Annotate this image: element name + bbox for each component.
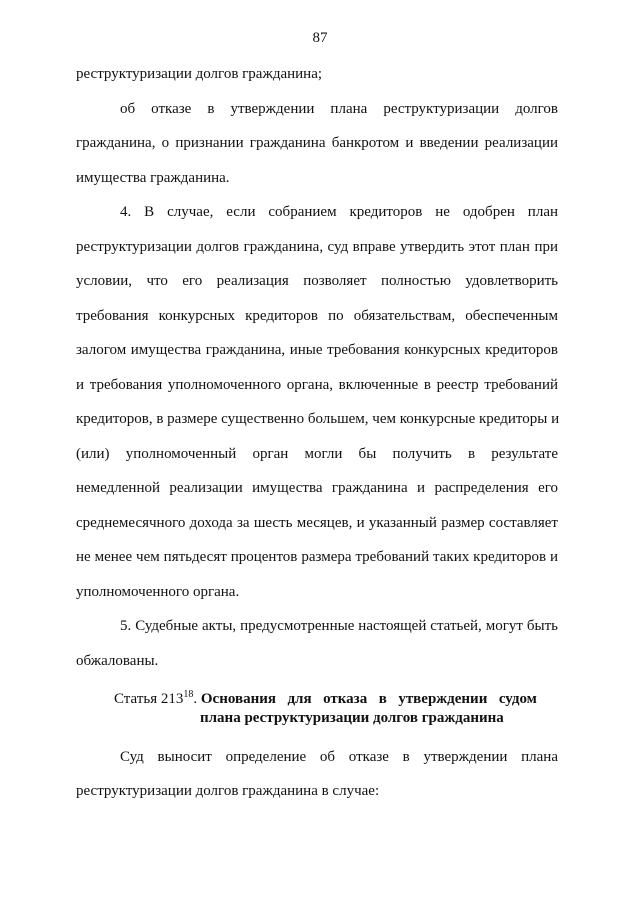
text-line: (или) уполномоченный орган могли бы получить в результате bbox=[76, 445, 558, 462]
paragraph-1 bbox=[76, 101, 558, 187]
text-line: 5. Судебные акты, предусмотренные настоящей статьей, могут быть bbox=[120, 618, 558, 634]
page-number: 87 bbox=[312, 30, 328, 46]
article-heading bbox=[76, 691, 558, 727]
text-line: залогом имущества гражданина, иные требования конкурсных кредиторов bbox=[76, 342, 558, 358]
paragraph-3 bbox=[76, 618, 558, 670]
text-line: не менее чем пятьдесят процентов размера требований таких кредиторов и bbox=[76, 549, 558, 565]
document-body bbox=[76, 66, 558, 800]
paragraph-2 bbox=[76, 204, 558, 601]
text-line: обжалованы. bbox=[76, 652, 159, 669]
final-paragraph bbox=[76, 749, 558, 801]
text-line: кредиторов, в размере существенно большем, чем конкурсные кредиторы и bbox=[76, 411, 560, 427]
article-title-line-1: Основания для отказа в утверждении судом bbox=[200, 691, 537, 707]
text-line: требования конкурсных кредиторов по обязательствам, обеспеченным bbox=[76, 307, 558, 324]
text-line: реструктуризации долгов гражданина; bbox=[76, 66, 323, 82]
text-line: реструктуризации долгов гражданина в случае: bbox=[76, 783, 380, 799]
paragraph-0 bbox=[76, 66, 558, 83]
text-line: имущества гражданина. bbox=[76, 169, 230, 186]
text-line: немедленной реализации имущества гражданина и распределения его bbox=[76, 480, 558, 496]
text-line: 4. В случае, если собранием кредиторов не одобрен план bbox=[120, 204, 558, 220]
text-line: уполномоченного органа. bbox=[76, 583, 240, 600]
article-label-superscript: 18 bbox=[183, 689, 194, 700]
article-label: Статья $213^{18}$. bbox=[114, 689, 198, 707]
text-line: гражданина, о признании гражданина банкротом и введении реализации bbox=[76, 135, 558, 151]
text-line: об отказе в утверждении плана реструктуризации долгов bbox=[120, 100, 558, 117]
text-line: Суд выносит определение об отказе в утверждении плана bbox=[120, 748, 558, 765]
text-line: условии, что его реализация позволяет полностью удовлетворить bbox=[76, 273, 558, 289]
text-line: среднемесячного дохода за шесть месяцев, и указанный размер составляет bbox=[76, 514, 558, 531]
text-line: реструктуризации долгов гражданина, суд вправе утвердить этот план при bbox=[76, 238, 558, 255]
article-title-line-2: плана реструктуризации долгов гражданина bbox=[200, 710, 504, 726]
text-line: и требования уполномоченного органа, включенные в реестр требований bbox=[76, 376, 558, 393]
